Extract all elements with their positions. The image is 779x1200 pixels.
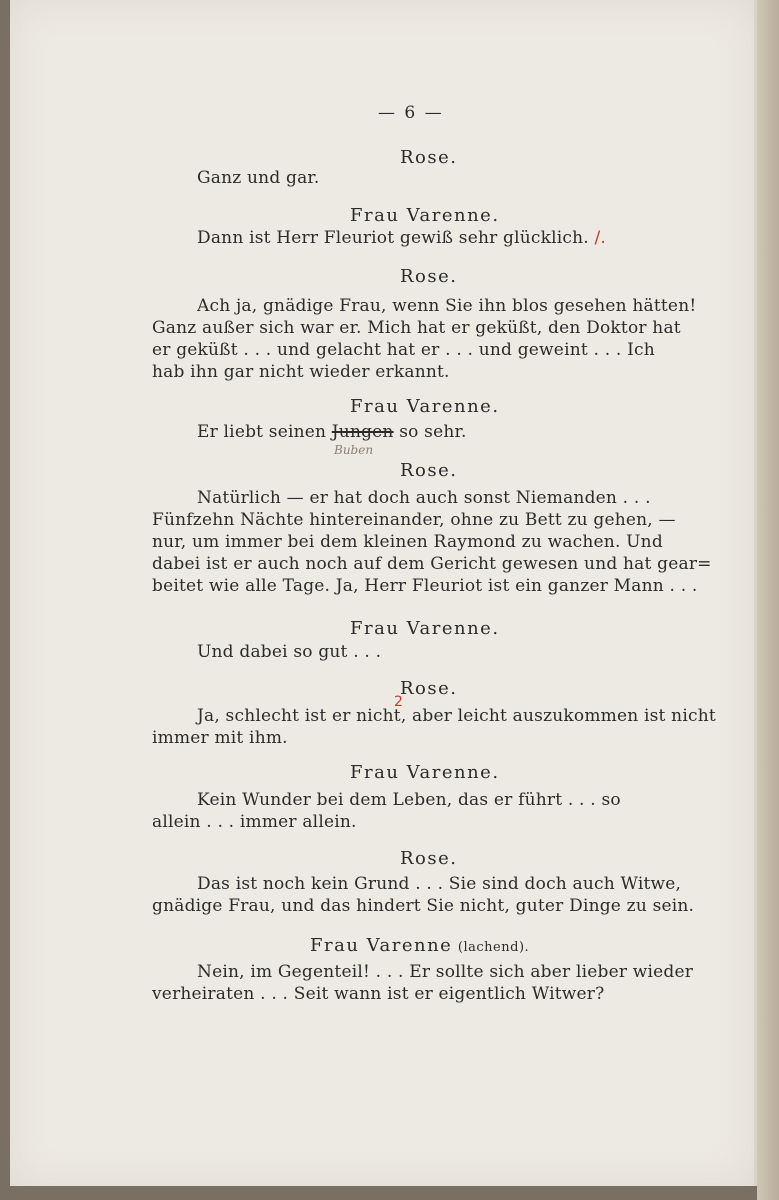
speaker-name: Rose.: [400, 266, 458, 287]
speaker-name: Frau Varenne.: [350, 618, 500, 639]
dialogue-line: Ach ja, gnädige Frau, wenn Sie ihn blos gesehen hätten!: [197, 296, 697, 316]
dialogue-text: so sehr.: [399, 422, 467, 442]
dialogue-line: verheiraten . . . Seit wann ist er eigentlich Witwer?: [152, 984, 605, 1004]
speaker-name: Frau Varenne.: [350, 762, 500, 783]
speaker-name: Rose.: [400, 848, 458, 869]
dialogue-line: Nein, im Gegenteil! . . . Er sollte sich aber lieber wieder: [197, 962, 694, 982]
dialogue-line: allein . . . immer allein.: [152, 812, 357, 832]
speaker-name: Rose.: [400, 147, 458, 168]
speaker-line: [310, 935, 529, 956]
dialogue-line: gnädige Frau, und das hindert Sie nicht, guter Dinge zu sein.: [152, 896, 695, 916]
dialogue-line: Das ist noch kein Grund . . . Sie sind doch auch Witwe,: [197, 874, 682, 894]
stage-direction: (lachend).: [457, 940, 530, 955]
speaker-name: Rose.: [400, 460, 458, 481]
dialogue-text: Er liebt seinen: [197, 422, 327, 442]
dialogue-line: Ja, schlecht ist er nicht, aber leicht auszukommen ist nicht: [197, 706, 716, 726]
speaker-name: Frau Varenne: [310, 935, 453, 956]
speaker-name: Frau Varenne.: [350, 396, 500, 417]
dialogue-line: Ganz und gar.: [197, 168, 320, 188]
handwritten-correction: Buben: [334, 443, 374, 457]
struck-word: Jungen: [331, 422, 394, 442]
dialogue-line: Fünfzehn Nächte hintereinander, ohne zu Bett zu gehen, —: [152, 510, 676, 530]
red-pencil-mark: 2: [394, 694, 404, 710]
dialogue-line: Und dabei so gut . . .: [197, 642, 382, 662]
dialogue-line: er geküßt . . . und gelacht hat er . . . und geweint . . . Ich: [152, 340, 655, 360]
dialogue-line: beitet wie alle Tage. Ja, Herr Fleuriot ist ein ganzer Mann . . .: [152, 576, 698, 596]
speaker-name: Frau Varenne.: [350, 205, 500, 226]
dialogue-line: immer mit ihm.: [152, 728, 288, 748]
dialogue-text: Dann ist Herr Fleuriot gewiß sehr glücklich.: [197, 228, 589, 248]
dialogue-line: Natürlich — er hat doch auch sonst Niemanden . . .: [197, 488, 651, 508]
dialogue-line: [197, 422, 467, 442]
dialogue-line: hab ihn gar nicht wieder erkannt.: [152, 362, 450, 382]
red-pencil-mark: /.: [594, 228, 607, 248]
document-page: [10, 0, 757, 1186]
dialogue-line: nur, um immer bei dem kleinen Raymond zu wachen. Und: [152, 532, 663, 552]
dialogue-line: dabei ist er auch noch auf dem Gericht gewesen und hat gear=: [152, 554, 712, 574]
dialogue-line: Ganz außer sich war er. Mich hat er geküßt, den Doktor hat: [152, 318, 681, 338]
dialogue-line: [197, 228, 606, 248]
page-number: — 6 —: [378, 103, 444, 123]
dialogue-line: Kein Wunder bei dem Leben, das er führt . . . so: [197, 790, 621, 810]
speaker-name: Rose.: [400, 678, 458, 699]
page-edge: [757, 0, 779, 1200]
